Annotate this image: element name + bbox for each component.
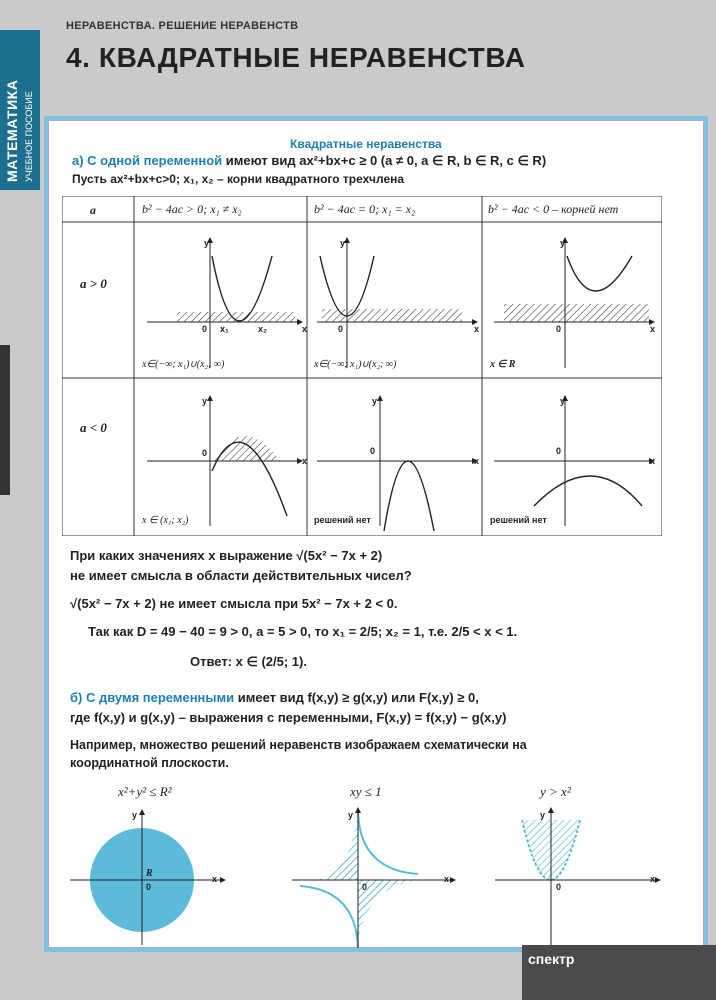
axis-x-r1c2: x <box>474 324 480 334</box>
answer-r1c3: x ∈ R <box>490 359 516 370</box>
answer-r2c1: x ∈ (x₁; x₂) <box>142 515 189 526</box>
axis-x-r2c1: x <box>302 456 308 466</box>
plot-r2c1 <box>147 396 302 526</box>
disk-o: 0 <box>146 882 152 892</box>
let-line: Пусть ax²+bx+c>0; x₁, x₂ – корни квадратного трехчлена <box>72 172 405 186</box>
axis-x-r2c2: x <box>474 456 480 466</box>
plot-r2c2 <box>317 396 480 531</box>
table-header-1: b² − 4ac > 0; x₁ ≠ x₂ <box>142 202 242 216</box>
plot-r1c2 <box>317 238 480 368</box>
answer-r1c1: x∈(−∞; x₁)∪(x₂; ∞) <box>142 359 225 370</box>
section-title: НЕРАВЕНСТВА. РЕШЕНИЕ НЕРАВЕНСТВ <box>66 20 299 32</box>
par-x: x <box>650 874 656 884</box>
question-line-1: При каких значениях x выражение √(5x² − 7x + 2) <box>70 548 383 563</box>
side-strip <box>0 345 10 495</box>
question-line-4: Так как D = 49 − 40 = 9 > 0, a = 5 > 0, то x₁ = 2/5; x₂ = 1, т.е. 2/5 < x < 1. <box>88 624 518 639</box>
table-header-a: a <box>90 203 96 217</box>
axis-o-r2c2: 0 <box>370 446 376 456</box>
axis-o-r1c2: 0 <box>338 324 344 334</box>
axis-y-r2c3: y <box>560 396 566 406</box>
card-heading: Квадратные неравенства <box>290 137 442 151</box>
plot-hyperbola <box>292 808 455 948</box>
axis-o-r2c1: 0 <box>202 448 208 458</box>
axis-y-r1c2: y <box>340 238 346 248</box>
axis-o-r1c1: 0 <box>202 324 208 334</box>
axis-y-r1c1: y <box>204 238 210 248</box>
row-label-a-pos: a > 0 <box>80 276 107 291</box>
answer-r2c2: решений нет <box>314 515 371 525</box>
plot-parabola <box>495 808 660 948</box>
axis-y-r2c1: y <box>202 396 208 406</box>
axis-x-r2c3: x <box>650 456 656 466</box>
row-label-a-neg: a < 0 <box>80 420 107 435</box>
example-line-2: координатной плоскости. <box>70 756 229 770</box>
a-label: а) С одной переменной <box>72 153 223 168</box>
page-title: 4. КВАДРАТНЫЕ НЕРАВЕНСТВА <box>66 42 526 73</box>
b-line-2: где f(x,y) и g(x,y) – выражения с переменными, F(x,y) = f(x,y) − g(x,y) <box>70 710 507 725</box>
two-variable-plots <box>60 800 680 950</box>
plot-r1c1 <box>147 238 302 368</box>
plot2-title: xy ≤ 1 <box>350 784 382 799</box>
question-line-3: √(5x² − 7x + 2) не имеет смысла при 5x² − 7x + 2 < 0. <box>70 596 398 611</box>
plot1-title: x²+y² ≤ R² <box>118 784 172 799</box>
axis-o-r2c3: 0 <box>556 446 562 456</box>
axis-y-r2c2: y <box>372 396 378 406</box>
hyp-o: 0 <box>362 882 368 892</box>
subject-label: МАТЕМАТИКА <box>4 79 20 182</box>
axis-o-r1c3: 0 <box>556 324 562 334</box>
answer-r2c3: решений нет <box>490 515 547 525</box>
publisher-footer <box>522 945 716 1000</box>
disk-r-label: R <box>146 868 153 879</box>
axis-x-r1c1: x <box>302 324 308 334</box>
subject-subtitle: УЧЕБНОЕ ПОСОБИЕ <box>24 91 34 182</box>
question-line-2: не имеет смысла в области действительных чисел? <box>70 568 412 583</box>
hyp-y: y <box>348 810 354 820</box>
plot-r2c3 <box>494 396 654 526</box>
table-header-2: b² − 4ac = 0; x₁ = x₂ <box>314 202 416 216</box>
a-rest: имеют вид ax²+bx+c ≥ 0 (a ≠ 0, a ∈ R, b ∈ R, c ∈ R) <box>225 153 547 168</box>
answer-line: Ответ: x ∈ (2/5; 1). <box>190 654 307 669</box>
line-a <box>72 153 546 169</box>
par-o: 0 <box>556 882 562 892</box>
sidebar-tab <box>0 30 40 190</box>
b-rest: имеет вид f(x,y) ≥ g(x,y) или F(x,y) ≥ 0, <box>237 690 479 705</box>
plot-r1c3 <box>494 238 654 368</box>
x2-r1c1: x₂ <box>258 324 268 334</box>
publisher-logo: спектр <box>528 951 575 967</box>
disk-x: x <box>212 874 218 884</box>
x1-r1c1: x₁ <box>220 324 229 334</box>
b-label: б) С двумя переменными <box>70 690 235 705</box>
table-header-3: b² − 4ac < 0 – корней нет <box>488 202 619 216</box>
hyp-x: x <box>444 874 450 884</box>
disk-y: y <box>132 810 138 820</box>
axis-x-r1c3: x <box>650 324 656 334</box>
plot3-title: y > x² <box>540 784 571 799</box>
line-b <box>70 690 479 705</box>
example-line-1: Например, множество решений неравенств изображаем схематически на <box>70 738 527 752</box>
axis-y-r1c3: y <box>560 238 566 248</box>
answer-r1c2: x∈(−∞; x₁)∪(x₂; ∞) <box>314 359 397 370</box>
par-y: y <box>540 810 546 820</box>
